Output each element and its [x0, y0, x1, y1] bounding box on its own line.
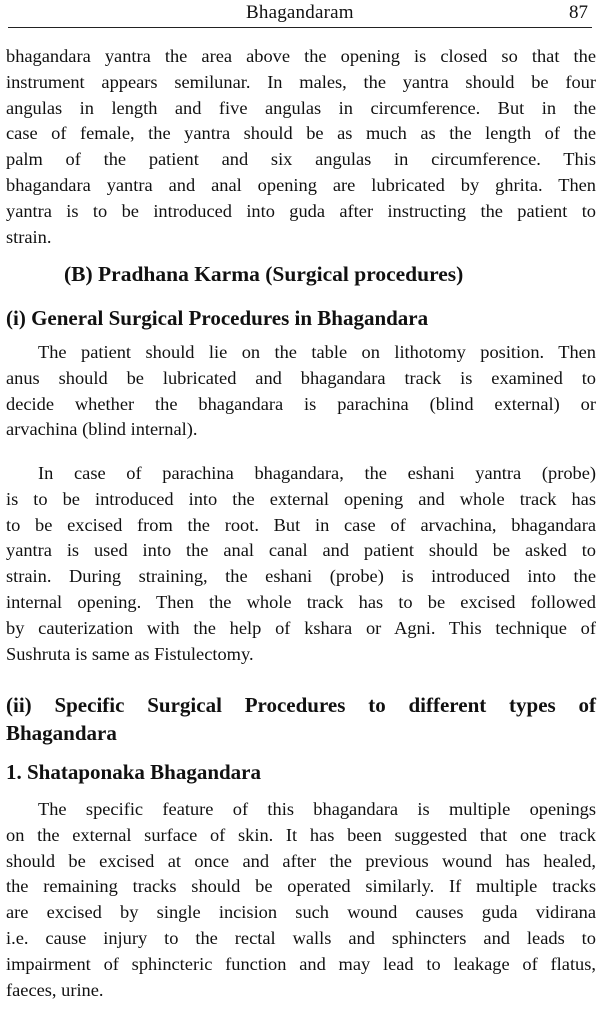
text-line: yantra is used into the anal canal and patient should be asked to — [6, 540, 596, 561]
text-line: i.e. cause injury to the rectal walls and sphincters and leads to — [6, 927, 596, 948]
section-heading-b: (B) Pradhana Karma (Surgical procedures) — [64, 262, 464, 286]
text-line: to be excised from the root. But in case of arvachina, bhagandara — [6, 514, 596, 535]
text-line: The specific feature of this bhagandara is multiple openings — [38, 799, 596, 819]
text-line: strain. — [6, 226, 52, 247]
text-line: decide whether the bhagandara is parachina (blind external) or — [6, 393, 596, 414]
general-procedure-paragraph — [6, 340, 596, 443]
heading-line: (ii) Specific Surgical Procedures to different types of — [6, 693, 596, 717]
text-line: Sushruta is same as Fistulectomy. — [6, 643, 254, 664]
text-line: faeces, urine. — [6, 979, 104, 1000]
text-line: by cauterization with the help of kshara or Agni. This technique of — [6, 617, 596, 638]
running-header — [8, 0, 592, 28]
text-line: anus should be lubricated and bhagandara track is examined to — [6, 367, 596, 388]
running-title: Bhagandaram — [246, 2, 354, 23]
text-line: should be excised at once and after the previous wound has healed, — [6, 850, 596, 871]
text-line: In case of parachina bhagandara, the eshani yantra (probe) — [38, 463, 596, 483]
text-line: The patient should lie on the table on lithotomy position. Then — [38, 342, 596, 362]
header-rule — [8, 27, 592, 28]
page-number: 87 — [569, 2, 588, 23]
text-line: impairment of sphincteric function and may lead to leakage of flatus, — [6, 953, 596, 974]
shataponaka-paragraph — [6, 797, 596, 1003]
intro-paragraph — [6, 44, 596, 250]
subsection-heading-ii — [6, 691, 596, 747]
parachina-paragraph — [6, 461, 596, 667]
text-line: bhagandara yantra the area above the opening is closed so that the — [6, 46, 596, 66]
text-line: internal opening. Then the whole track has to be excised followed — [6, 591, 596, 612]
text-line: the remaining tracks should be operated similarly. If multiple tracks — [6, 876, 596, 897]
text-line: bhagandara yantra and anal opening are lubricated by ghrita. Then — [6, 174, 596, 195]
text-line: arvachina (blind internal). — [6, 419, 198, 440]
text-line: strain. During straining, the eshani (probe) is introduced into the — [6, 566, 596, 587]
text-line: case of female, the yantra should be as much as the length of the — [6, 123, 596, 144]
text-line: angulas in length and five angulas in circumference. But in the — [6, 97, 596, 118]
text-line: on the external surface of skin. It has been suggested that one track — [6, 824, 596, 845]
subsection-heading-1: 1. Shataponaka Bhagandara — [6, 760, 262, 784]
text-line: instrument appears semilunar. In males, the yantra should be four — [6, 71, 596, 92]
text-line: is to be introduced into the external opening and whole track has — [6, 488, 596, 509]
subsection-heading-i: (i) General Surgical Procedures in Bhagandara — [6, 306, 429, 330]
text-line: are excised by single incision such wound causes guda vidirana — [6, 902, 596, 923]
text-line: palm of the patient and six angulas in circumference. This — [6, 149, 596, 170]
heading-line: Bhagandara — [6, 721, 117, 745]
text-line: yantra is to be introduced into guda after instructing the patient to — [6, 200, 596, 221]
